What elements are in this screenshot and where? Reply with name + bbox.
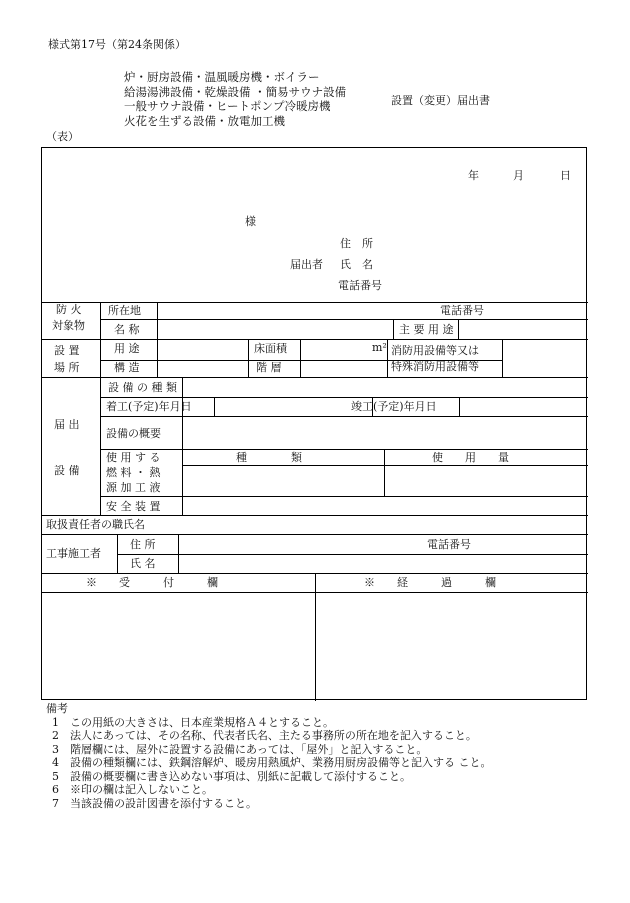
area-unit: m² [372,341,387,354]
overview-label: 設備の概要 [106,427,161,440]
fire-equipment-label: 消防用設備等又は [391,344,479,357]
install-place-label: 設 置 [54,344,80,357]
fuel-label: 源 加 工 液 [106,481,161,494]
address-label: 住 所 [340,237,373,250]
note-item: 7 当該設備の設計図書を添付すること。 [52,796,257,810]
equipment-line: 給湯湯沸設備・乾燥設備 ・簡易サウナ設備 [124,84,347,99]
equipment-type-label: 設 備 の 種 類 [108,381,177,394]
start-date-label: 着工(予定)年月日 [106,400,192,413]
notified-equipment-label: 設 備 [54,464,80,477]
addressee-suffix: 様 [245,215,256,228]
fire-target-label: 防 火 [56,303,82,316]
form-number: 様式第17号（第24条関係） [48,38,186,51]
kind-header: 種 類 [236,451,302,464]
structure-label: 構 造 [114,361,140,374]
facility-name-label: 名 称 [114,323,140,336]
contractor-phone-label: 電話番号 [427,538,471,551]
name-label: 氏 名 [340,258,373,271]
notes-title: 備考 [46,702,68,715]
contractor-label: 工事施工者 [46,547,101,560]
floor-label: 階 層 [256,361,282,374]
complete-date-label: 竣工(予定)年月日 [351,400,437,413]
contractor-name-label: 氏 名 [130,557,156,570]
year-label: 年 [468,169,479,182]
fuel-label: 燃 料 ・ 熱 [106,466,161,479]
note-item: 2 法人にあっては、その名称、代表者氏名、主たる事務所の所在地を記入すること。 [52,729,477,742]
note-item: 5 設備の概要欄に書き込めない事項は、別紙に記載して添付すること。 [52,769,411,783]
document-title: 設置（変更）届出書 [391,94,490,107]
main-use-label: 主 要 用 途 [399,323,454,336]
notes-section [46,702,492,810]
day-label: 日 [560,169,571,182]
equipment-line: 火花を生ずる設備・放電加工機 [124,113,285,128]
progress-header: ※ 経 過 欄 [364,576,496,589]
note-item: 1 この用紙の大きさは、日本産業規格Ａ４とすること。 [52,715,334,729]
location-label: 所在地 [108,304,141,317]
contractor-address-label: 住 所 [130,538,156,551]
fire-target-label: 対象物 [52,319,85,332]
fire-equipment-label: 特殊消防用設備等 [391,360,479,373]
install-place-label: 場 所 [54,361,80,374]
form-frame [41,147,587,700]
equipment-list [124,70,364,128]
equipment-line: 一般サウナ設備・ヒートポンプ冷暖房機 [124,99,331,113]
equipment-line: 炉・厨房設備・温風暖房機・ボイラー [124,70,320,84]
fuel-label: 使 用 す る [106,451,161,464]
phone-label: 電話番号 [440,304,484,317]
phone-label: 電話番号 [338,279,382,292]
note-item: 6 ※印の欄は記入しないこと。 [52,783,213,796]
note-item: 4 設備の種類欄には、鉄鋼溶解炉、暖房用熱風炉、業務用厨房設備等と記入する こと。 [52,756,492,769]
month-label: 月 [513,169,524,182]
safety-device-label: 安 全 装 置 [106,500,161,513]
front-side-label: （表） [46,130,79,143]
note-item: 3 階層欄には、屋外に設置する設備にあっては、「屋外」と記入すること。 [52,742,428,756]
manager-label: 取扱責任者の職氏名 [46,518,145,531]
reception-header: ※ 受 付 欄 [86,576,218,589]
notifier-label: 届出者 [290,258,323,271]
floor-area-label: 床面積 [254,342,287,355]
usage-header: 使 用 量 [432,451,509,464]
notified-equipment-label: 届 出 [54,418,80,431]
use-label: 用 途 [114,342,140,355]
